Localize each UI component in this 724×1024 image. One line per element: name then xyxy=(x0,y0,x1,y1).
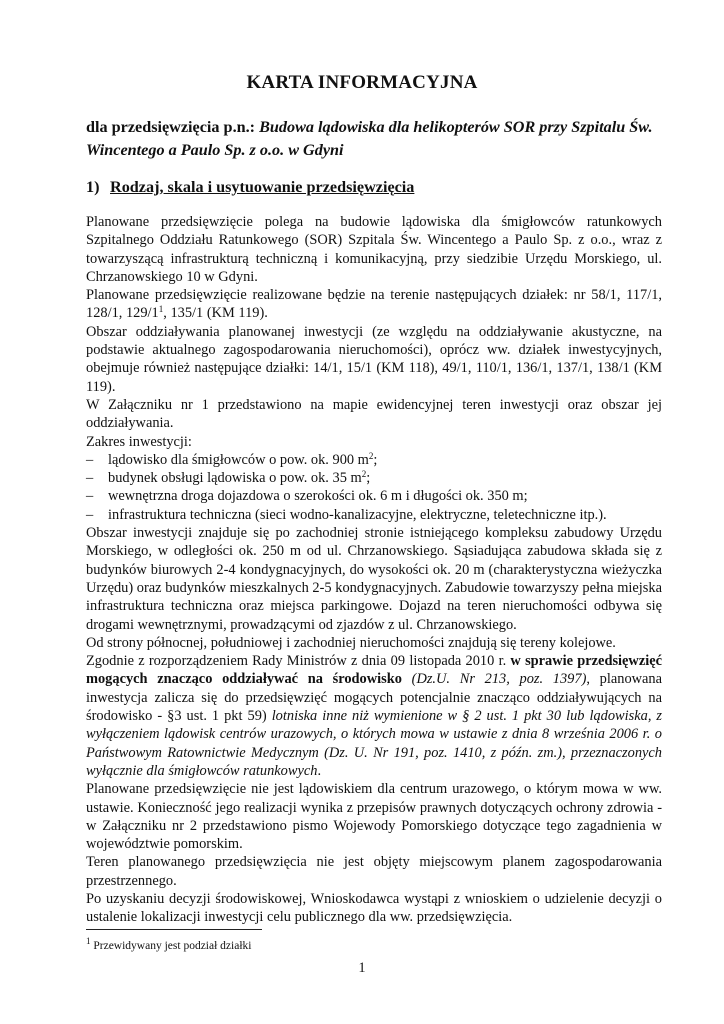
footnote-reference[interactable]: 1 xyxy=(158,304,164,315)
footnote xyxy=(86,936,252,952)
footnote-text: Przewidywany jest podział działki xyxy=(90,940,252,952)
paragraph: W Załączniku nr 1 przedstawiono na mapie ewidencyjnej teren inwestycji oraz obszar jej oddziaływania. xyxy=(86,396,662,432)
section-heading xyxy=(86,178,666,197)
paragraph xyxy=(86,652,662,780)
list-item xyxy=(86,469,662,487)
paragraph: Planowane przedsięwzięcie polega na budowie lądowiska dla śmigłowców ratunkowych Szpitalnego Oddziału Ratunkowego (SOR) Szpitala Św. Wincentego a Paulo Sp. z o.o., wraz z towarzyszącą infrastrukturą techniczną i komunikacyjną, przy siedzibie Urzędu Morskiego, ul. Chrzanowskiego 10 w Gdyni. xyxy=(86,214,662,285)
list-item-text: wewnętrzna droga dojazdowa o szerokości ok. 6 m i długości ok. 350 m; xyxy=(108,488,528,505)
list-item-text: lądowisko dla śmigłowców o pow. ok. 900 m xyxy=(108,451,369,468)
paragraph: Teren planowanego przedsięwzięcia nie jest objęty miejscowym planem zagospodarowania przestrzennego. xyxy=(86,854,662,889)
paragraph: Obszar inwestycji znajduje się po zachodniej stronie istniejącego kompleksu zabudowy Urzędu Morskiego, w odległości ok. 250 m od ul. Chrzanowskiego. Sąsiadująca zabudowa składa się z budynków biurowych 2-4 kondygnacyjnych, do wysokości ok. 20 m (charakterystyczna wieżyczka Urzędu) oraz budynków mieszkalnych 2-5 kondygnacyjnych. Zabudowie towarzyszy pełna miejska infrastruktura techniczna oraz miejsca parkingowe. Dojazd na teren nieruchomości odbywa się drogami wewnętrznymi, prowadzącymi od zjazdów z ul. Chrzanowskiego. xyxy=(86,525,662,633)
footnote-separator xyxy=(86,929,262,930)
regulation-quote: lotniska inne niż wymienione w § 2 ust. 1 pkt 30 lub lądowiska, z wyłączeniem lądowisk centrów urazowych, o których mowa w ustawie z dnia 8 września 2006 r. o Państwowym Ratownictwie Medycznym (Dz. U. Nr 191, poz. 1410, z późn. zm.), przeznaczonych wyłącznie dla śmigłowców ratunkowych xyxy=(86,708,663,779)
paragraph: Po uzyskaniu decyzji środowiskowej, Wnioskodawca wystąpi z wnioskiem o udzielenie decyzji o ustalenie lokalizacji inwestycji celu publicznego dla ww. przedsięwzięcia. xyxy=(86,890,662,926)
footnote-mark: 1 xyxy=(86,936,91,946)
superscript: 2 xyxy=(368,450,374,461)
paragraph-text: Planowane przedsięwzięcie realizowane będzie na terenie następujących działek: nr 58/1, 117/1, 128/1, 129/1 xyxy=(86,287,662,322)
list-item-text: budynek obsługi lądowiska o pow. ok. 35 m xyxy=(108,470,362,487)
list-item-tail: ; xyxy=(366,470,371,487)
paragraph: Planowane przedsięwzięcie nie jest lądowiskiem dla centrum urazowego, o którym mowa w ww. ustawie. Konieczność jego realizacji wynika z przepisów prawnych dotyczących ochrony zdrowia - w Załączniku nr 2 przedstawiono pismo Wojewody Pomorskiego dotyczące tego zagadnienia w województwie pomorskim. xyxy=(86,781,662,853)
paragraph xyxy=(86,286,662,323)
paragraph-text: , 135/1 (KM 119). xyxy=(163,305,268,322)
regulation-title: w sprawie przedsięwzięć mogących znacząco oddziaływać na środowisko xyxy=(86,653,662,688)
subject-lead: dla przedsięwzięcia p.n.: xyxy=(86,118,260,136)
list-item-text: infrastruktura techniczna (sieci wodno-kanalizacyjne, elektryczne, teletechniczne itp.). xyxy=(108,506,607,523)
dash-bullet: – xyxy=(86,451,94,468)
paragraph-text: . xyxy=(317,762,322,779)
paragraph: Obszar oddziaływania planowanej inwestycji (ze względu na oddziaływanie akustyczne, na podstawie aktualnego zagospodarowania nieruchomości), oprócz ww. działek inwestycyjnych, obejmuje również następujące działki: 14/1, 15/1 (KM 118), 49/1, 110/1, 136/1, 137/1, 138/1 (KM 119). xyxy=(86,323,662,395)
section-body xyxy=(86,213,662,927)
paragraph: Zakres inwestycji: xyxy=(86,433,192,450)
list-item xyxy=(86,487,662,505)
section-number: 1) xyxy=(86,178,100,196)
paragraph: Od strony północnej, południowej i zachodniej nieruchomości znajdują się tereny kolejowe. xyxy=(86,634,616,651)
list-item xyxy=(86,451,662,469)
section-title: Rodzaj, skala i usytuowanie przedsięwzięcia xyxy=(110,178,415,196)
dash-bullet: – xyxy=(86,470,94,487)
regulation-citation: (Dz.U. Nr 213, poz. 1397) xyxy=(401,671,587,688)
project-subject xyxy=(86,116,666,162)
superscript: 2 xyxy=(361,469,367,480)
paragraph-text: , planowana inwestycja zalicza się do przedsięwzięć mogących potencjalnie znacząco oddziaływujących na środowisko - §3 ust. 1 pkt 59) xyxy=(86,671,663,725)
document-title: KARTA INFORMACYJNA xyxy=(246,72,478,93)
list-item xyxy=(86,506,662,524)
list-item-tail: ; xyxy=(373,451,378,468)
scope-list xyxy=(86,451,662,524)
dash-bullet: – xyxy=(86,488,94,505)
subject-project-name: Budowa lądowiska dla helikopterów SOR przy Szpitalu Św. Wincentego a Paulo Sp. z o.o. w Gdyni xyxy=(86,118,653,159)
page-number: 1 xyxy=(358,960,366,976)
paragraph-text: Zgodnie z rozporządzeniem Rady Ministrów z dnia 09 listopada 2010 r. xyxy=(86,653,511,670)
dash-bullet: – xyxy=(86,506,94,523)
